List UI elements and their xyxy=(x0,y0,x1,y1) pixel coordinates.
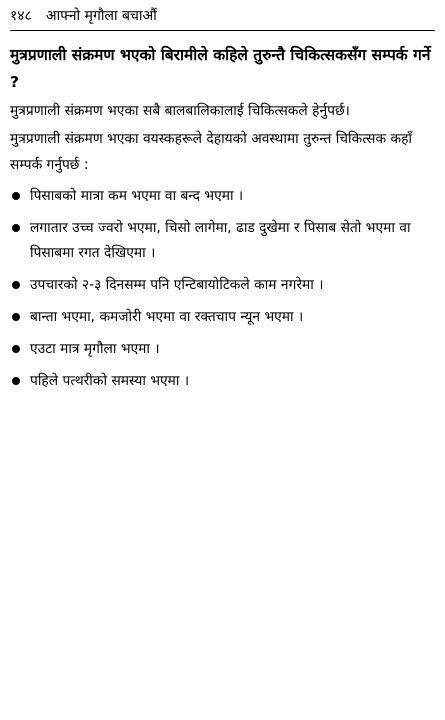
list-item xyxy=(10,337,438,362)
bullet-icon xyxy=(12,345,20,353)
book-title: आफ्नो मृगौला बचाऔं xyxy=(45,8,157,24)
list-item xyxy=(10,369,438,394)
bullet-icon xyxy=(12,313,20,321)
list-item xyxy=(10,184,438,209)
list-item-text: पिसाबको मात्रा कम भएमा वा बन्द भएमा । xyxy=(30,188,244,204)
list-item-text: बान्ता भएमा, कमजोरी भएमा वा रक्तचाप न्यून भएमा । xyxy=(30,309,304,325)
list-item xyxy=(10,273,438,298)
list-item-text: एउटा मात्र मृगौला भएमा । xyxy=(30,341,160,357)
list-item-text: लगातार उच्च ज्वरो भएमा, चिसो लागेमा, ढाड दुखेमा र पिसाब सेतो भएमा वा पिसाबमा रगत देखिएमा । xyxy=(30,220,411,261)
list-item xyxy=(10,305,438,330)
symptom-list xyxy=(10,184,438,401)
bullet-icon xyxy=(12,192,20,200)
header-divider xyxy=(10,30,435,31)
paragraph-adults: मुत्रप्रणाली संक्रमण भएका वयस्कहरूले देहायको अवस्थामा तुरुन्त चिकित्सक कहाँ सम्पर्क गर्नुपर्छ : xyxy=(10,131,412,173)
bullet-icon xyxy=(12,224,20,232)
page-number: १४८ xyxy=(10,8,32,24)
running-header xyxy=(10,6,157,26)
paragraph-children: मुत्रप्रणाली संक्रमण भएका सबै बालबालिकालाई चिकित्सकले हेर्नुपर्छ। xyxy=(10,103,350,119)
bullet-icon xyxy=(12,281,20,289)
section-heading: मुत्रप्रणाली संक्रमण भएको बिरामीले कहिले तुरुन्तै चिकित्सकसँग सम्पर्क गर्ने ? xyxy=(10,46,431,91)
bullet-icon xyxy=(12,377,20,385)
list-item xyxy=(10,216,438,266)
list-item-text: पहिले पत्थरीको समस्या भएमा । xyxy=(30,373,190,389)
list-item-text: उपचारको २-३ दिनसम्म पनि एन्टिबायोटिकले काम नगरेमा । xyxy=(30,277,324,293)
